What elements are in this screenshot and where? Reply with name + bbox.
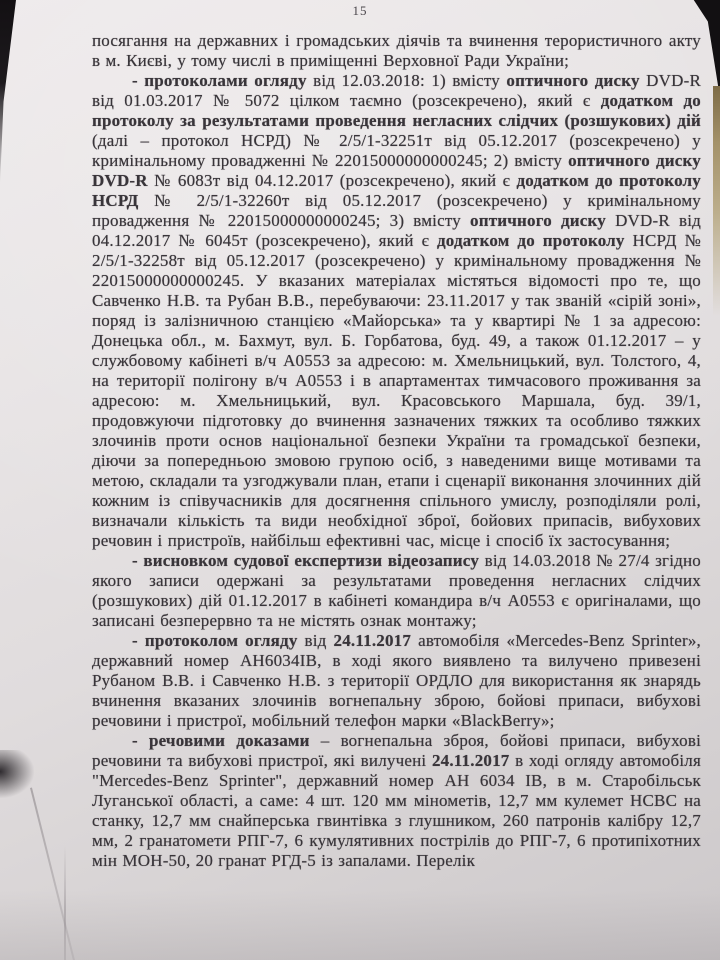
- paragraph: [92, 731, 701, 871]
- text-run: посягання на державних і громадських діячів та вчинення терористичного акту в м. Києві, у тому числі в приміщенні Верховної Ради України;: [92, 31, 701, 70]
- paragraph: [92, 71, 701, 551]
- text-run: від: [297, 631, 334, 650]
- bottom-shadow-gradient: [0, 890, 720, 960]
- text-run: оптичного диску DVD-R: [92, 151, 701, 190]
- text-run: автомобіля «Mercedes-Benz Sprinter», державний номер АН6034ІВ, в ході якого виявлено та вилучено привезені Рубаном В.В. і Савченко Н.В. з території ОРДЛО для використання як знарядь вчинення вказаних злочинів вогнепальну зброю, бойові припаси, вибухові речовини і пристрої, мобільний телефон марки «BlackBerry»;: [92, 631, 701, 730]
- text-run: в ході огляду автомобіля "Mercedes-Benz Sprinter", державний номер АН 6034 ІВ, в м. Старобільськ Луганської області, а саме: 4 шт. 120 мм мінометів, 12,7 мм кулемет НСВС на станку, 12,7 мм снайперська гвинтівка з глушником, 260 патронів калібру 12,7 мм, 2 гранатомети РПГ-7, 6 кумулятивних пострілів до РПГ-7, 6 протипіхотних мін МОН-50, 20 гранат РГД-5 із запалами. Перелік: [92, 751, 701, 870]
- text-run: DVD-R від 01.03.2017 № 5072 цілком таємно (розсекречено), який є: [92, 71, 701, 110]
- text-run: (далі – протокол НСРД) № 2/5/1-32251т від 05.12.2017 (розсекречено) у кримінальному провадженні № 22015000000000245; 2) вмісту: [92, 131, 701, 170]
- paragraph: [92, 631, 701, 731]
- text-run: - речовими доказами: [132, 731, 310, 750]
- text-run: додатком до протоколу НСРД: [92, 171, 701, 210]
- page-crease-line: [30, 788, 80, 960]
- text-run: - висновком судової експертизи відеозапису: [132, 551, 480, 570]
- page-number: 15: [352, 3, 368, 18]
- text-run: НСРД № 2/5/1-32258т від 05.12.2017 (розсекречено) у кримінальному провадження № 22015000000000245. У вказаних матеріалах містяться відомості про те, що Савченко Н.В. та Рубан В.В., перебуваючи: 23.11.2017 у так званій «сірій зоні», поряд із залізничною станцією «Майорська» та у квартирі № 1 за адресою: Донецька обл., м. Бахмут, вул. Б. Горбатова, буд. 49, а також 01.12.2017 – у службовому кабінеті в/ч А0553 за адресою: м. Хмельницький, вул. Толстого, 4, на території полігону в/ч А0553 і в апартаментах тимчасового проживання за адресою: м. Хмельницький, вул. Красовського Маршала, буд. 39/1, продовжуючи підготовку до вчинення зазначених тяжких та особливо тяжких злочинів проти основ національної безпеки України та громадської безпеки, діючи за попередньою змовою групою осіб, з наведеними вище мотивами та метою, складали та узгоджували план, етапи і сценарії виконання злочинних дій кожним із співучасників для досягнення спільного умислу, розподіляли ролі, визначали кількість та види необхідної зброї, бойових припасів, вибухових речовин і пристроїв, найбільш ефективні час, місце і спосіб їх застосування;: [92, 231, 701, 550]
- text-run: оптичного диску: [470, 211, 606, 230]
- paragraph: [92, 551, 701, 631]
- text-run: додатком до протоколу: [436, 231, 625, 250]
- photo-shadow-bottom-left: [0, 750, 34, 798]
- table-edge-strip: [713, 86, 720, 316]
- page-crease-line-2: [64, 845, 66, 960]
- text-run: від 12.03.2018: 1) вмісту: [306, 71, 507, 90]
- text-run: – вогнепальна зброя, бойові припаси, вибухові речовини та вибухові пристрої, які вилучені: [92, 731, 701, 770]
- paragraph: [92, 31, 701, 71]
- text-run: від 14.03.2018 № 27/4 згідно якого записи одержані за результатами проведення негласних слідчих (розшукових) дій 01.12.2017 в кабінеті командира в/ч А0553 є оригіналами, що записані безперервно та не містять ознак монтажу;: [92, 551, 701, 630]
- text-run: DVD-R від 04.12.2017 № 6045т (розсекречено), який є: [92, 211, 701, 250]
- text-run: № 2/5/1-32260т від 05.12.2017 (розсекречено) у кримінальному провадження № 22015000000000245; 3) вмісту: [92, 191, 701, 230]
- text-run: 24.11.2017: [431, 751, 510, 770]
- text-run: - протоколом огляду: [132, 631, 298, 650]
- document-body: [92, 31, 701, 871]
- text-run: № 6083т від 04.12.2017 (розсекречено), який є: [147, 171, 517, 190]
- text-run: - протоколами огляду: [132, 71, 307, 90]
- text-run: 24.11.2017: [333, 631, 412, 650]
- photo-corner-shadow-top-left: [0, 0, 16, 185]
- text-run: оптичного диску: [506, 71, 640, 90]
- text-run: додатком до протоколу за результатами проведення негласних слідчих (розшукових) дій: [92, 91, 701, 130]
